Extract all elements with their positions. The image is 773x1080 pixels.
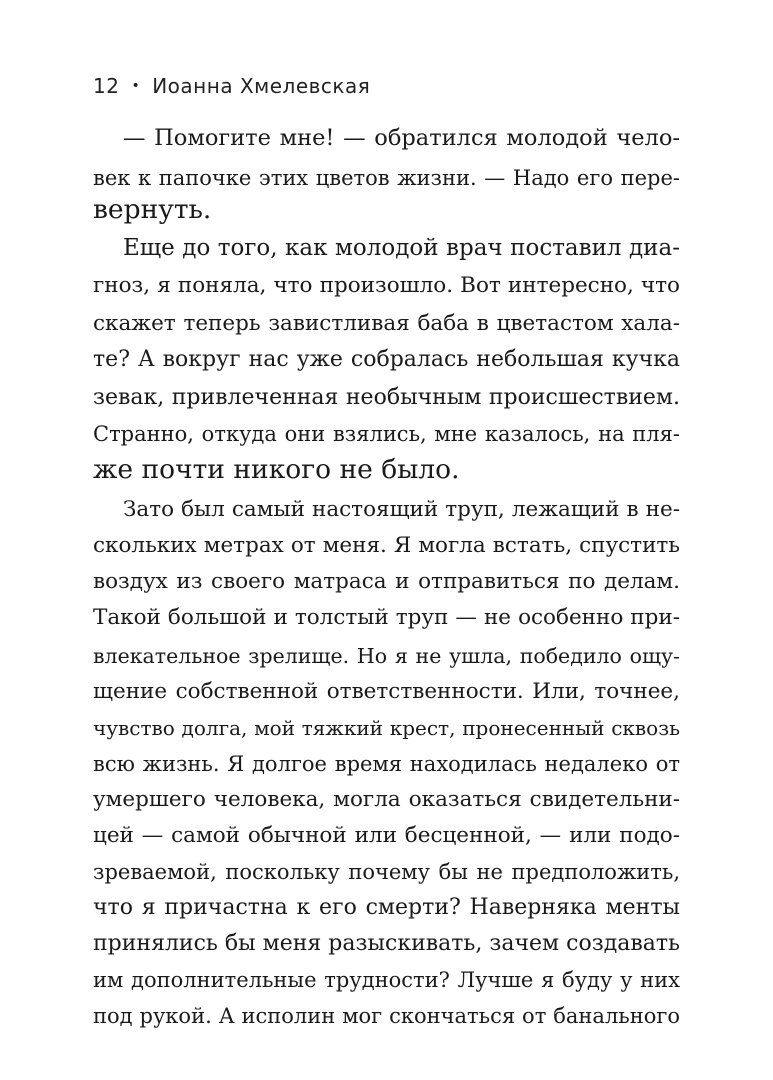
text-line: век к папочке этих цветов жизни. — Надо его пере-: [93, 166, 680, 190]
text-line: цей — самой обычной или бесценной, — или подо-: [93, 823, 680, 848]
text-line: Зато был самый настоящий труп, лежащий в не-: [123, 497, 680, 522]
text-line: те? А вокруг нас уже собралась небольшая кучка: [93, 347, 680, 372]
header-separator: •: [131, 78, 141, 94]
text-line: всю жизнь. Я долгое время находилась недалеко от: [93, 752, 680, 776]
author-name: Иоанна Хмелевская: [152, 74, 371, 98]
text-line: скольких метрах от меня. Я могла встать, спустить: [93, 533, 680, 558]
text-line: Еще до того, как молодой врач поставил диа-: [123, 235, 680, 261]
running-header: [93, 72, 370, 100]
text-line: чувство долга, мой тяжкий крест, пронесенный сквозь: [93, 716, 680, 740]
text-line: под рукой. А исполин мог скончаться от банального: [93, 1004, 680, 1028]
text-line: им дополнительные трудности? Лучше я буду у них: [93, 968, 680, 992]
text-line: гноз, я поняла, что произошло. Вот интересно, что: [93, 273, 680, 298]
text-line: же почти никого не было.: [93, 454, 460, 485]
text-line: вернуть.: [93, 194, 212, 225]
text-line: Странно, откуда они взялись, мне казалось, на пля-: [93, 422, 680, 446]
text-line: воздух из своего матраса и отправиться по делам.: [93, 569, 680, 594]
text-line: принялись бы меня разыскивать, зачем создавать: [93, 931, 680, 956]
text-line: зевак, привлеченная необычным происшествием.: [93, 385, 680, 410]
text-line: Такой большой и толстый труп — не особенно при-: [93, 605, 680, 630]
text-line: влекательное зрелище. Но я не ушла, победило ощу-: [93, 644, 680, 668]
page-number: 12: [93, 74, 120, 98]
text-line: — Помогите мне! — обратился молодой чело-: [123, 125, 680, 151]
text-line: зреваемой, поскольку почему бы не предположить,: [93, 860, 680, 884]
text-line: щение собственной ответственности. Или, точнее,: [93, 679, 680, 704]
text-line: что я причастна к его смерти? Наверняка менты: [93, 895, 680, 920]
text-line: скажет теперь завистливая баба в цветастом хала-: [93, 311, 680, 336]
text-line: умершего человека, могла оказаться свидетельни-: [93, 787, 680, 812]
